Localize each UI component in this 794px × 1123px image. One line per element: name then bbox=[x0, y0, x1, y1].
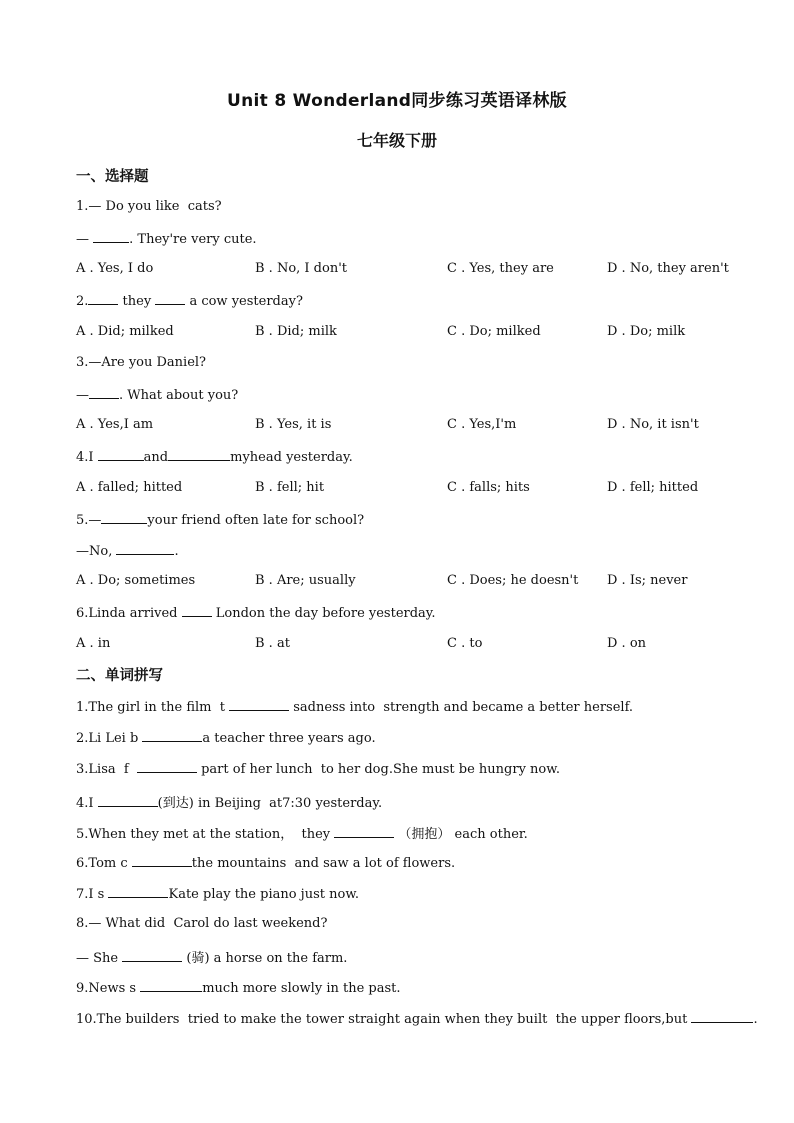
spelling-item bbox=[76, 1010, 758, 1027]
question-5-reply bbox=[76, 542, 179, 559]
item-text: 4.I bbox=[76, 796, 98, 811]
q6-text: 6.Linda arrived bbox=[76, 606, 182, 621]
q5-text: your friend often late for school? bbox=[147, 513, 365, 528]
document-title: Unit 8 Wonderland同步练习英语译林版 bbox=[227, 91, 567, 111]
option-c[interactable]: C . Yes,I'm bbox=[447, 417, 517, 432]
q3-reply-post: . What about you? bbox=[119, 388, 239, 403]
answer-blank[interactable] bbox=[101, 511, 147, 524]
q4-text: and bbox=[143, 450, 169, 465]
answer-blank[interactable] bbox=[155, 292, 185, 305]
section-heading-spelling: 二、单词拼写 bbox=[76, 668, 163, 684]
answer-blank[interactable] bbox=[122, 949, 182, 962]
option-a[interactable]: A . Yes, I do bbox=[76, 261, 154, 276]
spelling-item bbox=[76, 854, 455, 871]
question-1-reply bbox=[76, 230, 257, 247]
answer-blank[interactable] bbox=[140, 979, 202, 992]
q5-reply-post: . bbox=[174, 544, 179, 559]
item-text: much more slowly in the past. bbox=[202, 981, 401, 996]
option-b[interactable]: B . Are; usually bbox=[255, 573, 356, 588]
item-text: 6.Tom c bbox=[76, 856, 132, 871]
item-text: — She bbox=[76, 951, 123, 966]
item-text: 8.— What did Carol do last weekend? bbox=[76, 916, 328, 931]
question-5-stem bbox=[76, 511, 364, 528]
answer-blank[interactable] bbox=[168, 448, 230, 461]
question-1-stem: 1.— Do you like cats? bbox=[76, 199, 222, 214]
document-subtitle: 七年级下册 bbox=[356, 131, 437, 150]
option-a[interactable]: A . Did; milked bbox=[76, 324, 174, 339]
q5-reply-pre: —No, bbox=[76, 544, 117, 559]
answer-blank[interactable] bbox=[142, 729, 202, 742]
option-b[interactable]: B . Yes, it is bbox=[255, 417, 332, 432]
spelling-item bbox=[76, 729, 376, 746]
option-c[interactable]: C . Does; he doesn't bbox=[447, 573, 579, 588]
item-text: (骑) a horse on the farm. bbox=[182, 951, 348, 966]
item-text: 10.The builders tried to make the tower straight again when they built the upper floors,but bbox=[76, 1012, 692, 1027]
item-text: 9.News s bbox=[76, 981, 141, 996]
answer-blank[interactable] bbox=[89, 386, 119, 399]
option-b[interactable]: B . fell; hit bbox=[255, 480, 325, 495]
option-d[interactable]: D . No, they aren't bbox=[607, 261, 729, 276]
option-d[interactable]: D . fell; hitted bbox=[607, 480, 699, 495]
item-text: Kate play the piano just now. bbox=[168, 887, 360, 902]
q2-text: a cow yesterday? bbox=[185, 294, 303, 309]
item-text: the mountains and saw a lot of flowers. bbox=[191, 856, 456, 871]
item-text: （拥抱） each other. bbox=[394, 827, 528, 842]
option-c[interactable]: C . falls; hits bbox=[447, 480, 530, 495]
option-b[interactable]: B . at bbox=[255, 636, 290, 651]
option-b[interactable]: B . Did; milk bbox=[255, 324, 337, 339]
item-text: part of her lunch to her dog.She must be hungry now. bbox=[196, 762, 560, 777]
option-a[interactable]: A . falled; hitted bbox=[76, 480, 183, 495]
answer-blank[interactable] bbox=[98, 794, 158, 807]
question-3-reply bbox=[76, 386, 238, 403]
answer-blank[interactable] bbox=[691, 1010, 753, 1023]
q4-text: 4.I bbox=[76, 450, 98, 465]
q2-text: they bbox=[118, 294, 156, 309]
answer-blank[interactable] bbox=[137, 760, 197, 773]
item-text: 2.Li Lei b bbox=[76, 731, 143, 746]
item-text: . bbox=[753, 1012, 758, 1027]
item-text: 3.Lisa f bbox=[76, 762, 137, 777]
answer-blank[interactable] bbox=[334, 825, 394, 838]
option-a[interactable]: A . Do; sometimes bbox=[76, 573, 196, 588]
item-text: 1.The girl in the film t bbox=[76, 700, 230, 715]
option-d[interactable]: D . Do; milk bbox=[607, 324, 686, 339]
question-2-stem bbox=[76, 292, 303, 309]
option-a[interactable]: A . Yes,I am bbox=[76, 417, 154, 432]
q1-reply-pre: — bbox=[76, 232, 94, 247]
option-a[interactable]: A . in bbox=[76, 636, 111, 651]
q4-text: myhead yesterday. bbox=[230, 450, 353, 465]
question-4-stem bbox=[76, 448, 353, 465]
answer-blank[interactable] bbox=[93, 230, 129, 243]
q3-reply-pre: — bbox=[76, 388, 89, 403]
q5-text: 5.— bbox=[76, 513, 102, 528]
item-text: sadness into strength and became a better herself. bbox=[289, 700, 634, 715]
q2-text: 2. bbox=[76, 294, 89, 309]
answer-blank[interactable] bbox=[108, 885, 168, 898]
option-c[interactable]: C . Do; milked bbox=[447, 324, 541, 339]
answer-blank[interactable] bbox=[116, 542, 174, 555]
section-heading-multiple-choice: 一、选择题 bbox=[76, 169, 149, 185]
item-text: a teacher three years ago. bbox=[202, 731, 376, 746]
option-c[interactable]: C . to bbox=[447, 636, 483, 651]
spelling-item bbox=[76, 823, 528, 842]
q1-reply-post: . They're very cute. bbox=[129, 232, 257, 247]
answer-blank[interactable] bbox=[98, 448, 144, 461]
question-3-stem: 3.—Are you Daniel? bbox=[76, 355, 207, 370]
option-d[interactable]: D . Is; never bbox=[607, 573, 688, 588]
spelling-item bbox=[76, 760, 560, 777]
item-text: 5.When they met at the station， they bbox=[76, 827, 335, 842]
option-c[interactable]: C . Yes, they are bbox=[447, 261, 554, 276]
spelling-item bbox=[76, 947, 347, 966]
spelling-item bbox=[76, 979, 401, 996]
option-d[interactable]: D . on bbox=[607, 636, 647, 651]
spelling-item bbox=[76, 885, 359, 902]
option-d[interactable]: D . No, it isn't bbox=[607, 417, 699, 432]
answer-blank[interactable] bbox=[88, 292, 118, 305]
item-text: (到达) in Beijing at7:30 yesterday. bbox=[157, 796, 383, 811]
option-b[interactable]: B . No, I don't bbox=[255, 261, 348, 276]
q6-text: London the day before yesterday. bbox=[211, 606, 436, 621]
spelling-item bbox=[76, 916, 327, 931]
spelling-item bbox=[76, 792, 382, 811]
item-text: 7.I s bbox=[76, 887, 109, 902]
question-6-stem bbox=[76, 604, 436, 621]
answer-blank[interactable] bbox=[182, 604, 212, 617]
answer-blank[interactable] bbox=[229, 698, 289, 711]
spelling-item bbox=[76, 698, 633, 715]
answer-blank[interactable] bbox=[132, 854, 192, 867]
